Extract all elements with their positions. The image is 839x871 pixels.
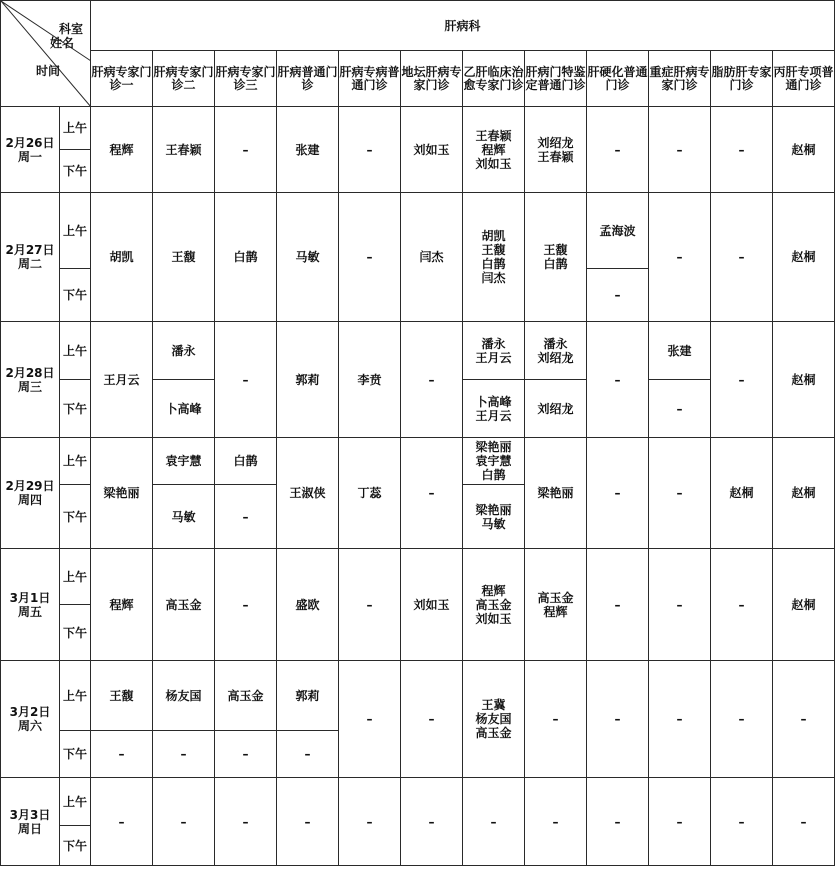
corner-dept-label: 科室 bbox=[59, 22, 84, 36]
day-weekday: 周六 bbox=[17, 719, 42, 733]
day-date: 2月28日 bbox=[5, 365, 55, 380]
doctor-cell: – bbox=[587, 107, 649, 193]
day-label bbox=[1, 107, 60, 193]
day-date: 2月26日 bbox=[5, 135, 55, 150]
corner-header bbox=[1, 1, 91, 107]
day-date: 3月2日 bbox=[9, 705, 51, 719]
day-label bbox=[1, 322, 60, 438]
clinic-header: 肝病专家门诊三 bbox=[215, 51, 277, 107]
doctor-cell: 闫杰 bbox=[401, 193, 463, 322]
doctor-cell: 刘绍龙 王春颖 bbox=[525, 107, 587, 193]
doctor-cell: – bbox=[711, 661, 773, 778]
doctor-cell: 孟海波 bbox=[587, 193, 649, 269]
corner-diagonal-lines bbox=[1, 1, 91, 107]
doctor-cell: – bbox=[649, 380, 711, 438]
doctor-cell: 梁艳丽 bbox=[525, 438, 587, 549]
doctor-cell: – bbox=[339, 778, 401, 866]
doctor-cell: 郭莉 bbox=[277, 661, 339, 731]
doctor-cell: 王春颖 程辉 刘如玉 bbox=[463, 107, 525, 193]
doctor-cell: – bbox=[401, 661, 463, 778]
clinic-header: 肝病专家门诊二 bbox=[153, 51, 215, 107]
clinic-header: 肝病门特鉴定普通门诊 bbox=[525, 51, 587, 107]
session-pm-label: 下午 bbox=[60, 605, 91, 661]
doctor-cell: – bbox=[91, 778, 153, 866]
day-weekday: 周二 bbox=[17, 257, 42, 271]
doctor-cell: 高玉金 bbox=[215, 661, 277, 731]
doctor-cell: 程辉 bbox=[91, 107, 153, 193]
doctor-cell: – bbox=[649, 193, 711, 322]
clinic-header: 肝硬化普通门诊 bbox=[587, 51, 649, 107]
clinic-header: 重症肝病专家门诊 bbox=[649, 51, 711, 107]
doctor-cell: 梁艳丽 马敏 bbox=[463, 485, 525, 549]
doctor-cell: 李贲 bbox=[339, 322, 401, 438]
day-weekday: 周五 bbox=[17, 604, 42, 619]
doctor-cell: – bbox=[711, 322, 773, 438]
doctor-cell: 胡凯 王馥 白鹊 闫杰 bbox=[463, 193, 525, 322]
day-date: 2月27日 bbox=[5, 243, 55, 257]
doctor-cell: 白鹊 bbox=[215, 193, 277, 322]
doctor-cell: 盛欧 bbox=[277, 549, 339, 661]
doctor-cell: 袁宇慧 bbox=[153, 438, 215, 485]
doctor-cell: 梁艳丽 bbox=[91, 438, 153, 549]
session-am-label: 上午 bbox=[60, 438, 91, 485]
corner-time-label: 时间 bbox=[36, 64, 61, 78]
day-weekday: 周四 bbox=[17, 493, 42, 507]
doctor-cell: – bbox=[215, 485, 277, 549]
doctor-cell: 潘永 王月云 bbox=[463, 322, 525, 380]
doctor-cell: 高玉金 程辉 bbox=[525, 549, 587, 661]
session-am-label: 上午 bbox=[60, 107, 91, 150]
day-label bbox=[1, 549, 60, 661]
doctor-cell: 刘如玉 bbox=[401, 107, 463, 193]
clinic-header: 乙肝临床治愈专家门诊 bbox=[463, 51, 525, 107]
doctor-cell: 刘绍龙 bbox=[525, 380, 587, 438]
clinic-header: 肝病专家门诊一 bbox=[91, 51, 153, 107]
doctor-cell: – bbox=[339, 107, 401, 193]
doctor-cell: 马敏 bbox=[277, 193, 339, 322]
doctor-cell: 程辉 bbox=[91, 549, 153, 661]
corner-name-label: 姓名 bbox=[50, 36, 75, 50]
session-am-label: 上午 bbox=[60, 778, 91, 826]
session-pm-label: 下午 bbox=[60, 826, 91, 866]
doctor-cell: 梁艳丽 袁宇慧 白鹊 bbox=[463, 438, 525, 485]
clinic-header: 肝病专病普通门诊 bbox=[339, 51, 401, 107]
doctor-cell: 赵桐 bbox=[773, 322, 835, 438]
doctor-cell: 王月云 bbox=[91, 322, 153, 438]
doctor-cell: 赵桐 bbox=[773, 107, 835, 193]
doctor-cell: 王淑侠 bbox=[277, 438, 339, 549]
doctor-cell: – bbox=[587, 322, 649, 438]
doctor-cell: – bbox=[277, 731, 339, 778]
doctor-cell: – bbox=[401, 778, 463, 866]
session-pm-label: 下午 bbox=[60, 731, 91, 778]
doctor-cell: – bbox=[401, 438, 463, 549]
doctor-cell: 赵桐 bbox=[773, 438, 835, 549]
doctor-cell: 赵桐 bbox=[773, 193, 835, 322]
doctor-cell: – bbox=[339, 661, 401, 778]
department-header: 肝病科 bbox=[91, 1, 835, 51]
doctor-cell: – bbox=[587, 778, 649, 866]
doctor-cell: – bbox=[773, 661, 835, 778]
doctor-cell: – bbox=[711, 549, 773, 661]
session-pm-label: 下午 bbox=[60, 150, 91, 193]
doctor-cell: – bbox=[277, 778, 339, 866]
doctor-cell: – bbox=[525, 661, 587, 778]
session-pm-label: 下午 bbox=[60, 269, 91, 322]
doctor-cell: – bbox=[711, 778, 773, 866]
doctor-cell: – bbox=[215, 731, 277, 778]
doctor-cell: – bbox=[153, 778, 215, 866]
session-am-label: 上午 bbox=[60, 549, 91, 605]
day-weekday: 周日 bbox=[17, 821, 42, 836]
doctor-cell: – bbox=[401, 322, 463, 438]
session-am-label: 上午 bbox=[60, 193, 91, 269]
doctor-cell: – bbox=[649, 778, 711, 866]
doctor-cell: – bbox=[587, 269, 649, 322]
doctor-cell: – bbox=[339, 549, 401, 661]
clinic-header: 地坛肝病专家门诊 bbox=[401, 51, 463, 107]
doctor-cell: – bbox=[711, 107, 773, 193]
doctor-cell: 王馥 白鹊 bbox=[525, 193, 587, 322]
session-am-label: 上午 bbox=[60, 661, 91, 731]
doctor-cell: 郭莉 bbox=[277, 322, 339, 438]
doctor-cell: 高玉金 bbox=[153, 549, 215, 661]
doctor-cell: – bbox=[587, 549, 649, 661]
doctor-cell: – bbox=[463, 778, 525, 866]
day-date: 3月1日 bbox=[9, 590, 51, 605]
session-pm-label: 下午 bbox=[60, 485, 91, 549]
doctor-cell: 刘如玉 bbox=[401, 549, 463, 661]
doctor-cell: 卜高峰 bbox=[153, 380, 215, 438]
day-label bbox=[1, 438, 60, 549]
doctor-cell: – bbox=[215, 107, 277, 193]
doctor-cell: 张建 bbox=[649, 322, 711, 380]
day-date: 3月3日 bbox=[9, 807, 51, 822]
doctor-cell: – bbox=[339, 193, 401, 322]
session-pm-label: 下午 bbox=[60, 380, 91, 438]
doctor-cell: – bbox=[91, 731, 153, 778]
doctor-cell: 潘永 刘绍龙 bbox=[525, 322, 587, 380]
doctor-cell: – bbox=[711, 193, 773, 322]
doctor-cell: 潘永 bbox=[153, 322, 215, 380]
doctor-cell: – bbox=[649, 107, 711, 193]
day-weekday: 周一 bbox=[17, 149, 42, 164]
doctor-cell: 赵桐 bbox=[711, 438, 773, 549]
day-date: 2月29日 bbox=[5, 479, 55, 493]
day-label bbox=[1, 778, 60, 866]
doctor-cell: – bbox=[649, 661, 711, 778]
clinic-header: 脂肪肝专家门诊 bbox=[711, 51, 773, 107]
day-label bbox=[1, 661, 60, 778]
doctor-cell: 程辉 高玉金 刘如玉 bbox=[463, 549, 525, 661]
doctor-cell: 王馥 bbox=[153, 193, 215, 322]
doctor-cell: 杨友国 bbox=[153, 661, 215, 731]
session-am-label: 上午 bbox=[60, 322, 91, 380]
doctor-cell: – bbox=[773, 778, 835, 866]
doctor-cell: – bbox=[587, 661, 649, 778]
doctor-cell: – bbox=[649, 549, 711, 661]
doctor-cell: – bbox=[215, 322, 277, 438]
doctor-cell: – bbox=[649, 438, 711, 549]
doctor-cell: 丁蕊 bbox=[339, 438, 401, 549]
doctor-cell: – bbox=[215, 549, 277, 661]
doctor-cell: 卜高峰 王月云 bbox=[463, 380, 525, 438]
doctor-cell: – bbox=[215, 778, 277, 866]
day-label bbox=[1, 193, 60, 322]
doctor-cell: 白鹊 bbox=[215, 438, 277, 485]
clinic-header: 丙肝专项普通门诊 bbox=[773, 51, 835, 107]
doctor-cell: 赵桐 bbox=[773, 549, 835, 661]
doctor-cell: 王春颖 bbox=[153, 107, 215, 193]
doctor-cell: 马敏 bbox=[153, 485, 215, 549]
doctor-cell: – bbox=[153, 731, 215, 778]
doctor-cell: 张建 bbox=[277, 107, 339, 193]
clinic-header: 肝病普通门诊 bbox=[277, 51, 339, 107]
doctor-cell: 王馥 bbox=[91, 661, 153, 731]
doctor-cell: – bbox=[587, 438, 649, 549]
doctor-cell: – bbox=[525, 778, 587, 866]
day-weekday: 周三 bbox=[17, 379, 42, 394]
doctor-cell: 王冀 杨友国 高玉金 bbox=[463, 661, 525, 778]
doctor-cell: 胡凯 bbox=[91, 193, 153, 322]
